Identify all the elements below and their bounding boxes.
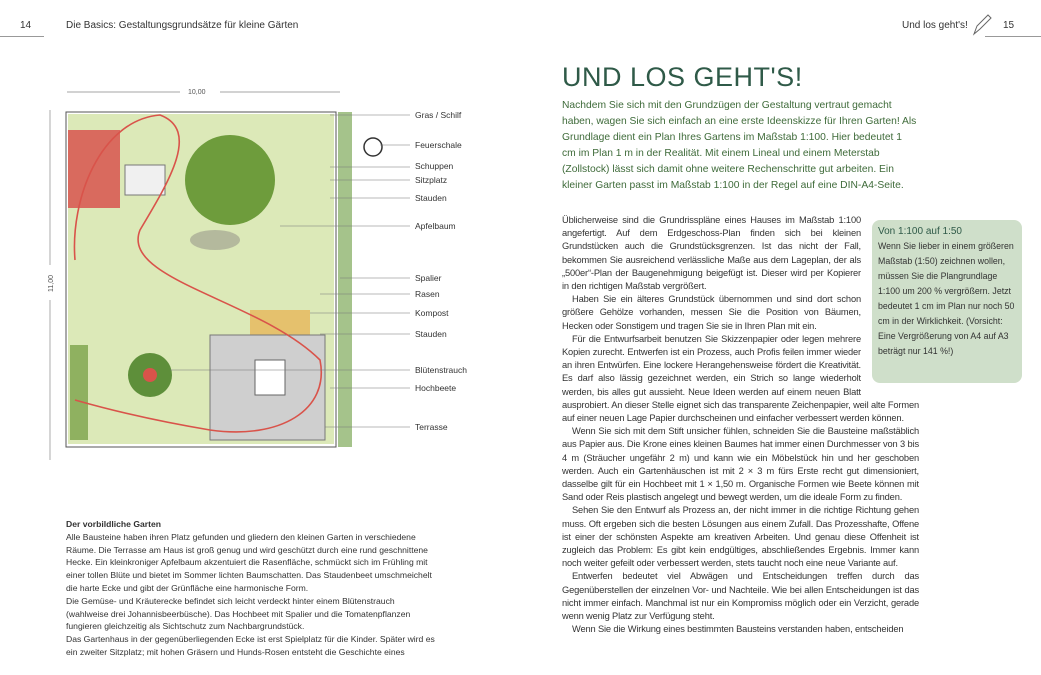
plan-label: Feuerschale <box>415 140 462 150</box>
caption-title: Der vorbildliche Garten <box>66 519 162 529</box>
garden-plan-illustration <box>30 80 470 480</box>
plan-label: Blütenstrauch <box>415 365 467 375</box>
plan-label: Gras / Schilf <box>415 110 462 120</box>
body-paragraph: Haben Sie ein älteres Grundstück übernommen und sind dort schon größere Gehölze vorhanden, messen Sie die Position von Bäumen, Hecken oder Sonstigem und tragen Sie sie in Ihren Plan mit ein. <box>562 294 861 331</box>
plan-label: Stauden <box>415 329 447 339</box>
header-rule-left <box>0 36 44 37</box>
body-paragraph: Sehen Sie den Entwurf als Prozess an, der nicht immer in die richtige Richtung gehen muss. Oft ergeben sich die besten Lösungen aus einem Zufall. Das Prozesshafte, Offene ist einer der schönsten Aspekte am kreativen Arbeiten. Und genau diese Offenheit ist zugleich das Problem: Es gibt kein endgültiges, abschließendes Ergebnis. Immer kann noch weiter gefeilt oder verbessert werden, stets taucht noch eine neue Variante auf. <box>562 505 919 569</box>
left-running-title: Die Basics: Gestaltungsgrundsätze für kleine Gärten <box>66 20 299 31</box>
width-dimension: 10,00 <box>188 89 206 96</box>
plan-label: Apfelbaum <box>415 221 456 231</box>
plan-label: Sitzplatz <box>415 175 448 185</box>
plan-label: Schuppen <box>415 161 454 171</box>
plan-label: Terrasse <box>415 422 448 432</box>
body-paragraph: Für die Entwurfsarbeit benutzen Sie Skizzenpapier oder legen mehrere Kopien zurecht. Entwerfen ist ein Prozess, auch Profis feilen immer wieder an ihren Entwürfen. Eine lockere Herangehensweise fördert die Kreativität. Es darf also lässig gezeichnet werden, ein Strich so lange wiederholt werden, bis alles gut aussieht. Neue Ideen werden auf einem neuen Blatt ausprobiert. An dieser Stelle eignet sich das transparente Zeichenpapier, weil alte Formen auf einer neuen Lage Papier durchscheinen und einfacher verbessert werden können. <box>562 333 919 424</box>
plan-caption <box>66 518 438 659</box>
caption-paragraph: Das Gartenhaus in der gegenüberliegenden Ecke ist erst Spielplatz für die Kinder. Später wird es ein zweiter Sitzplatz; mit hohen Gräsern und Hunds-Rosen entsteht die Geschichte eines <box>66 634 435 657</box>
intro-paragraph: Nachdem Sie sich mit den Grundzügen der Gestaltung vertraut gemacht haben, wagen Sie sich einfach an eine erste Ideenskizze für Ihren Garten! Als Grundlage dient ein Plan Ihres Gartens im Maßstab 1:100. Hier bedeutet 1 cm im Plan 1 m in der Realität. Mit einem Lineal und einem Meterstab (Zollstock) lässt sich damit ohne weitere Rechenschritte gut arbeiten. Ein kleiner Garten passt im Maßstab 1:100 in der Regel auf eine DIN-A4-Seite. <box>562 100 917 191</box>
plan-label: Spalier <box>415 273 442 283</box>
article-body <box>562 214 919 637</box>
shed <box>68 130 120 208</box>
header-rule-right <box>985 36 1041 37</box>
right-running-title: Und los geht's! <box>902 20 968 31</box>
plan-label: Kompost <box>415 308 449 318</box>
body-paragraph: Entwerfen bedeutet viel Abwägen und Entscheidungen treffen durch das Gegenüberstellen der einzelnen Vor- und Nachteile. Wie bei allen Entscheidungen ist das nicht immer einfach. Manchmal ist nur ein Kompromiss möglich oder ein Verzicht, gerade wenn wenig Platz zur Verfügung steht. <box>562 571 919 622</box>
info-box-text: Wenn Sie lieber in einem größeren Maßstab (1:50) zeichnen wollen, müssen Sie die Plangrundlage 1:100 um 200 % vergrößern. Jetzt bedeutet 1 cm im Plan nur noch 50 cm in der Wirklichkeit. (Vorsicht: Eine Vergrößerung von A4 auf A3 beträgt nur 141 %!) <box>878 241 1015 356</box>
pencil-icon <box>970 12 994 36</box>
plan-label: Rasen <box>415 289 440 299</box>
page-title: UND LOS GEHT'S! <box>562 62 803 92</box>
right-page-number: 15 <box>1003 20 1015 31</box>
body-paragraph: Wenn Sie die Wirkung eines bestimmten Bausteins verstanden haben, entscheiden <box>572 624 904 635</box>
caption-paragraph: Alle Bausteine haben ihren Platz gefunden und gliedern den kleinen Garten in verschiedene Räume. Die Terrasse am Haus ist groß genug und wird geschützt durch eine rund geschnittene Hecke. Ein kleinkroniger Apfelbaum akzentuiert die Rasenfläche, schmückt sich im Frühling mit einer tollen Blüte und bietet im Sommer lichten Baumschatten. Das Staudenbeet umschmeichelt die harte Ecke und gibt der Grünfläche eine harmonische Form. <box>66 531 432 593</box>
plan-label: Hochbeete <box>415 383 457 393</box>
height-dimension: 11,00 <box>48 275 55 292</box>
plan-label: Stauden <box>415 193 447 203</box>
apple-tree <box>185 135 275 225</box>
body-paragraph: Wenn Sie sich mit dem Stift unsicher fühlen, schneiden Sie die Bausteine maßstäblich aus Papier aus. Die Krone eines kleinen Baumes hat immer einen Durchmesser von 3 bis 4 m (Sträucher ungefähr 2 m) und kann wie ein Möbelstück hin und her geschoben werden. Auch ein Gartenhäuschen ist mit 2 × 3 m fürs Erste recht gut dimensioniert, dasselbe gilt für ein Hochbeet mit 1 × 1,50 m. Organische Formen wie Beete können mit Sand oder Reis plastisch angelegt und bewegt werden, um die ideale Form zu finden. <box>562 426 919 503</box>
body-paragraph: Üblicherweise sind die Grundrisspläne eines Hauses im Maßstab 1:100 angefertigt. Auf dem Erdgeschoss-Plan finden sich bei kleinen Grundstücken auch die Grundstücksgrenzen. Ist das nicht der Fall, bekommen Sie ausreichend verlässliche Maße aus dem Lageplan, der als „500er“-Plan der Baugenehmigung beigefügt ist. Dieser wird per Kopierer in den richtigen Maßstab vergrößert. <box>562 215 861 292</box>
caption-paragraph: Die Gemüse- und Kräuterecke befindet sich leicht verdeckt hinter einem Blütenstrauch (wahlweise drei Johannisbeerbüsche). Das Hochbeet mit Spalier und die Tomatenpflanzen fungieren gleichzeitig als Sichtschutz zum Nachbargrundstück. <box>66 595 411 632</box>
info-box <box>872 220 1022 383</box>
left-page-number: 14 <box>20 20 32 31</box>
info-box-title: Von 1:100 auf 1:50 <box>878 226 962 237</box>
